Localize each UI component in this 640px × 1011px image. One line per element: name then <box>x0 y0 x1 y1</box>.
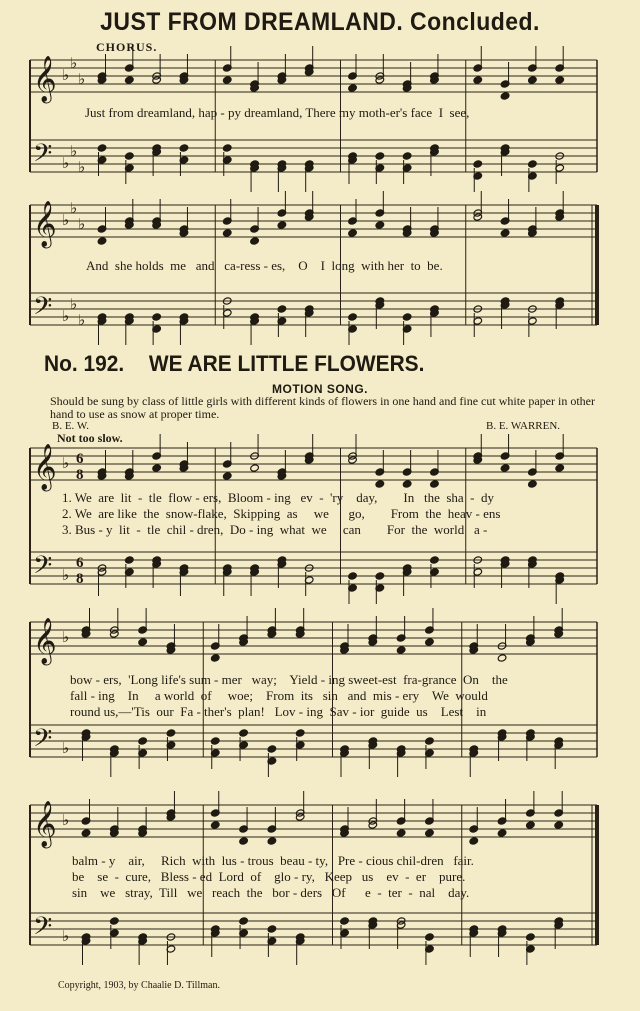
lyric-line: balm - y air, Rich with lus - trous beau - ty, Pre - cious chil-dren fair. <box>72 853 474 868</box>
lyric-line: fall - ing In a world of woe; From its sin and mis - ery We would <box>70 688 488 703</box>
bass-clef-icon: 𝄢 <box>33 551 53 586</box>
flat-icon: ♭ <box>62 741 70 757</box>
flat-icon: ♭ <box>78 217 86 233</box>
lyric-line: be se - cure, Bless - ed Lord of glo - ry, Keep us ev - er pure. <box>72 869 466 884</box>
lyric-line: 1. We are lit - tle flow - ers, Bloom - ing ev - 'ry day, In the sha - dy <box>62 490 495 505</box>
notehead <box>267 925 277 933</box>
treble-clef-icon: 𝄞 <box>33 618 57 664</box>
flat-icon: ♭ <box>62 568 70 584</box>
flat-icon: ♭ <box>78 72 86 88</box>
lyric-line: 2. We are like the snow-flake, Skipping as we go, From the heav - ens <box>62 506 501 521</box>
flat-icon: ♭ <box>62 929 70 945</box>
notehead <box>526 933 536 941</box>
notehead <box>469 837 479 845</box>
song-title: WE ARE LITTLE FLOWERS. <box>148 351 425 376</box>
flat-icon: ♭ <box>70 201 78 217</box>
notehead <box>425 933 435 941</box>
song-subtitle: MOTION SONG. <box>272 382 368 396</box>
notehead <box>425 829 435 837</box>
flat-icon: ♭ <box>62 456 70 472</box>
notehead <box>210 821 220 829</box>
flat-icon: ♭ <box>78 160 86 176</box>
lyric-line: sin we stray, Till we reach the bor - ders Of e - ter - nal day. <box>72 885 470 900</box>
notehead <box>81 829 91 837</box>
flat-icon: ♭ <box>70 297 78 313</box>
flat-icon: ♭ <box>62 213 70 229</box>
song-title: JUST FROM DREAMLAND. Concluded. <box>100 8 540 36</box>
flat-icon: ♭ <box>78 313 86 329</box>
music-credit: B. E. WARREN. <box>486 420 561 432</box>
notehead <box>554 821 564 829</box>
chorus-label: CHORUS. <box>96 40 158 54</box>
lyric-line: bow - ers, 'Long life's sum - mer way; Yield - ing sweet-est fra-grance On the <box>70 672 508 687</box>
time-signature: 6 <box>76 555 84 571</box>
notehead <box>239 917 249 925</box>
bass-clef-icon: 𝄢 <box>33 139 53 174</box>
notehead <box>267 837 277 845</box>
notehead <box>239 837 249 845</box>
words-credit: B. E. W. <box>52 420 89 432</box>
notehead <box>110 917 120 925</box>
flat-icon: ♭ <box>62 68 70 84</box>
treble-clef-icon: 𝄞 <box>33 444 57 490</box>
performance-instructions: Should be sung by class of little girls with different kinds of flowers in one hand and fine cut white paper in other hand to use as snow at proper time. <box>50 394 595 421</box>
bass-clef-icon: 𝄢 <box>33 912 53 947</box>
lyric-line: Just from dreamland, hap - py dreamland, There my moth-er's face I see, <box>85 105 470 120</box>
lyric-line: And she holds me and ca-ress - es, O I long with her to be. <box>86 258 443 273</box>
lyric-line: 3. Bus - y lit - tle chil - dren, Do - ing what we can For the world a - <box>62 522 488 537</box>
time-signature: 8 <box>76 571 84 587</box>
treble-clef-icon: 𝄞 <box>33 801 57 847</box>
flat-icon: ♭ <box>62 630 70 646</box>
time-signature: 8 <box>76 467 84 483</box>
tempo-marking: Not too slow. <box>57 431 123 445</box>
flat-icon: ♭ <box>62 813 70 829</box>
flat-icon: ♭ <box>62 156 70 172</box>
flat-icon: ♭ <box>62 309 70 325</box>
bass-clef-icon: 𝄢 <box>33 724 53 759</box>
time-signature: 6 <box>76 451 84 467</box>
bass-clef-icon: 𝄢 <box>33 292 53 327</box>
copyright-notice: Copyright, 1903, by Chaalie D. Tillman. <box>58 980 220 991</box>
notehead <box>396 829 406 837</box>
treble-clef-icon: 𝄞 <box>33 201 57 247</box>
treble-clef-icon: 𝄞 <box>33 56 57 102</box>
lyric-line: round us,—'Tis our Fa - ther's plan! Lov - ing Sav - ior guide us Lest in <box>70 704 487 719</box>
notehead <box>526 821 536 829</box>
song-number: No. 192. <box>44 351 125 376</box>
flat-icon: ♭ <box>70 56 78 72</box>
flat-icon: ♭ <box>70 144 78 160</box>
notehead <box>497 829 507 837</box>
notehead <box>340 917 350 925</box>
